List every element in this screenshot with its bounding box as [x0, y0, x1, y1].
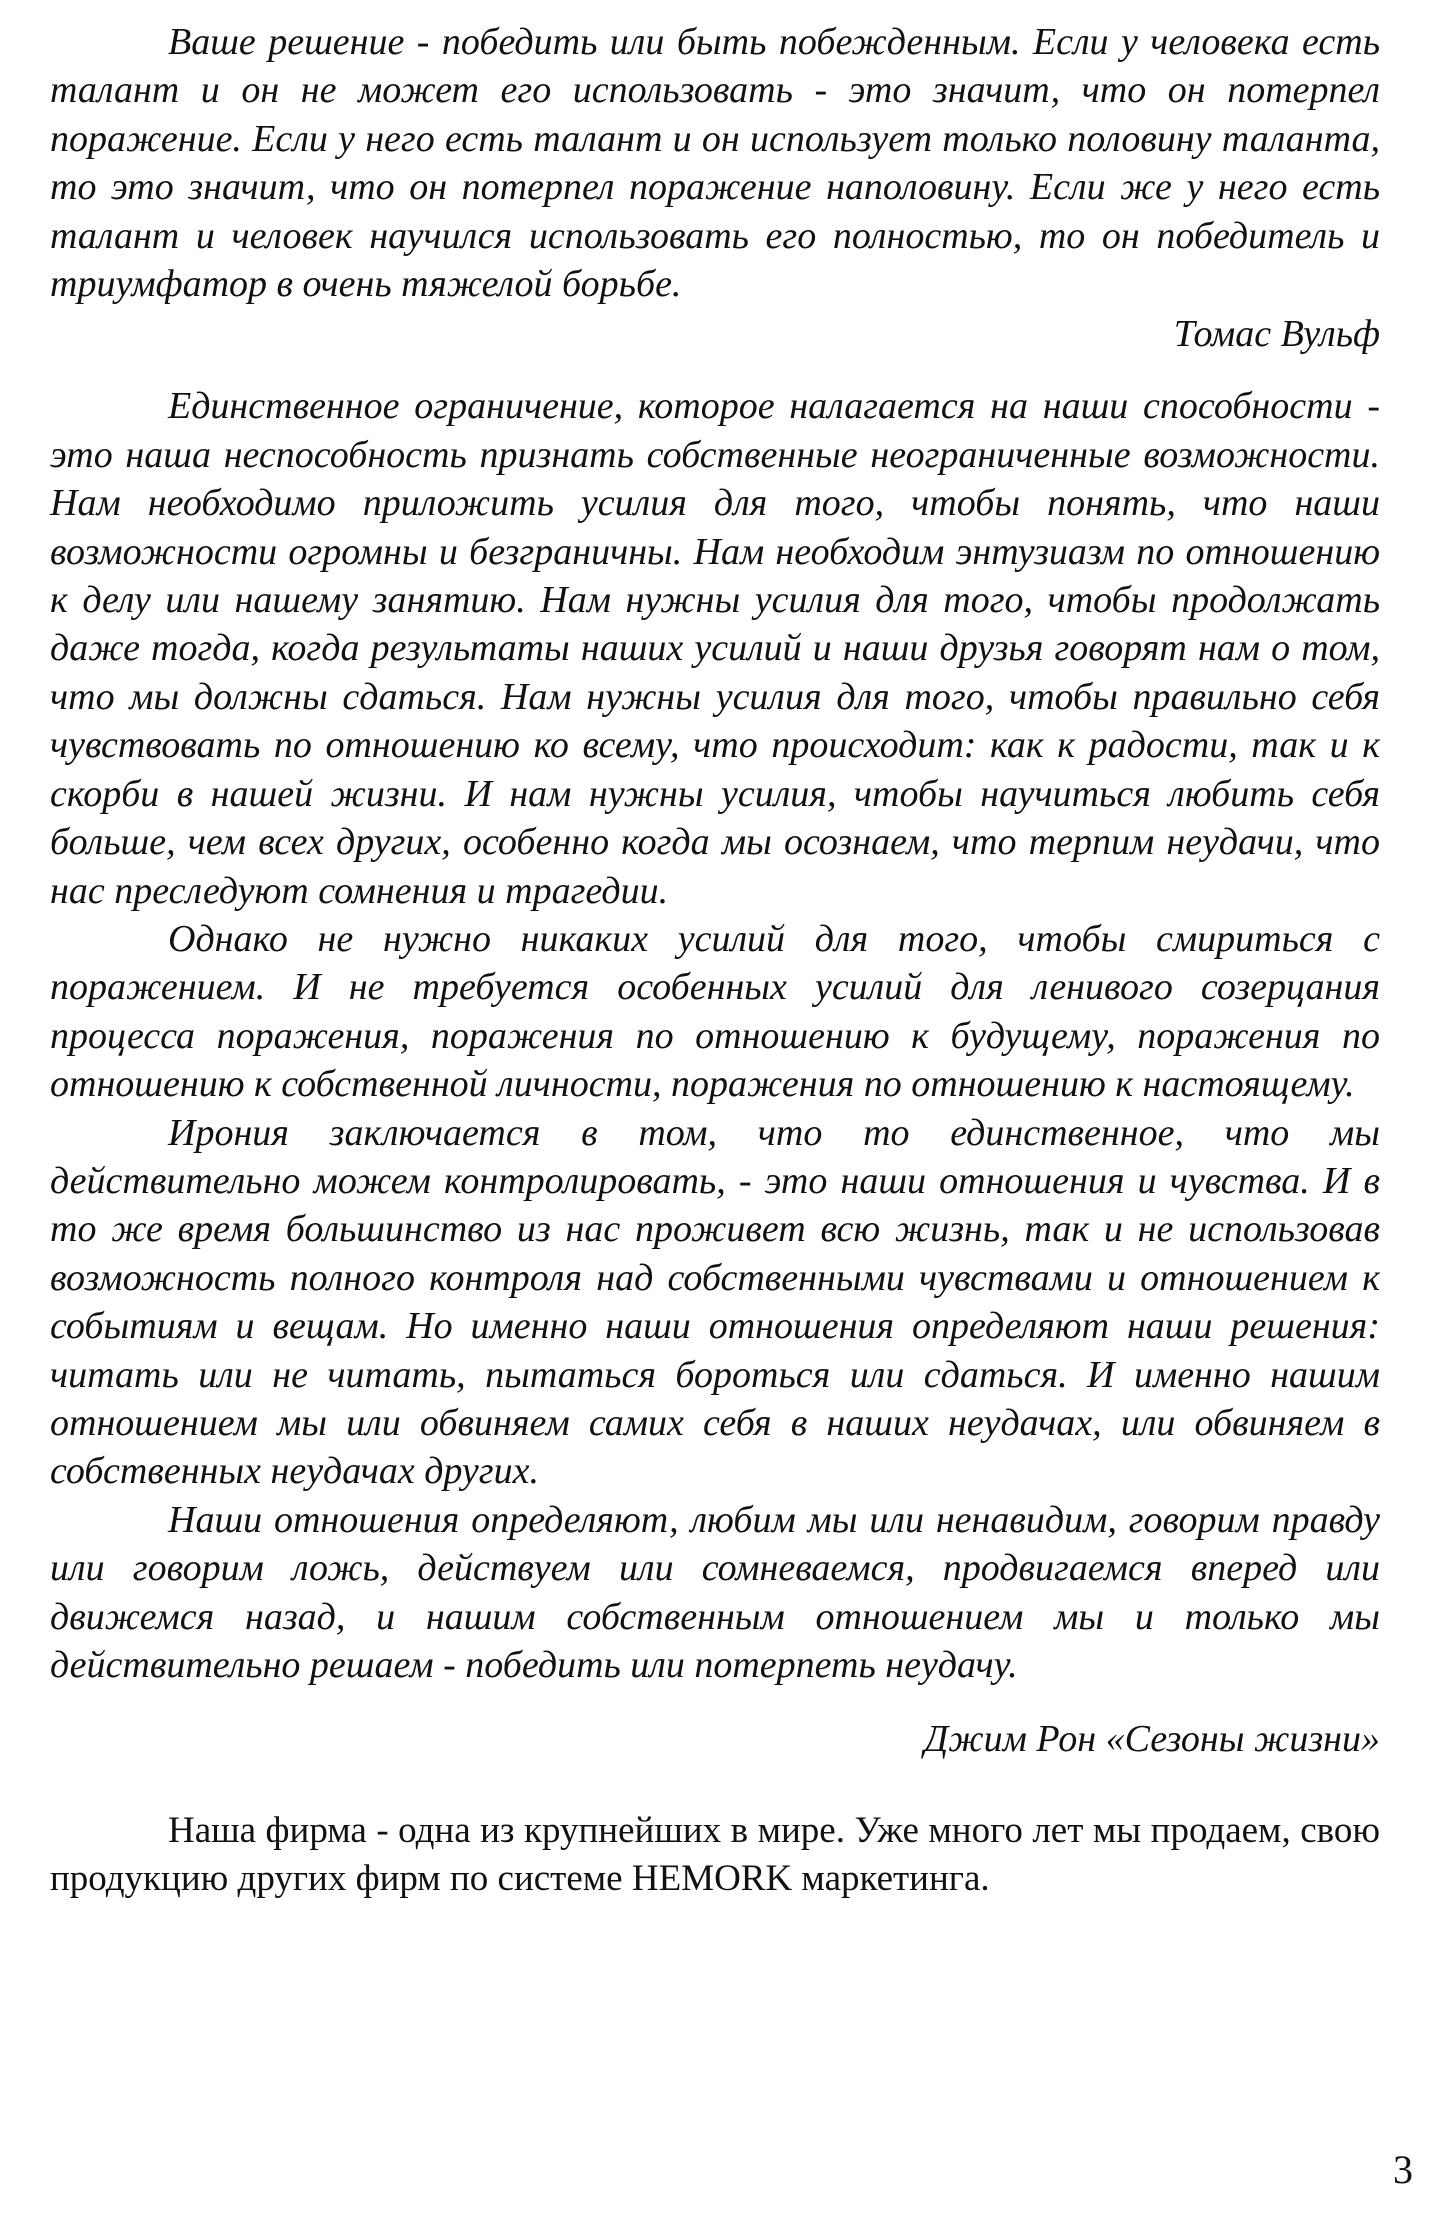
quote-paragraph: Однако не нужно никаких усилий для того, чтобы смириться с поражением. И не требуется особенных усилий для ленивого созерцания процесса поражения, поражения по отношению к будущему, поражения по отношению к собственной личности, поражения по отношению к настоящему. [50, 917, 1380, 1106]
quote-rohn [50, 382, 1380, 1689]
quote-wolfe [50, 18, 1380, 308]
page-number: 3 [1393, 2147, 1413, 2192]
body-paragraph: Наша фирма - одна из крупнейших в мире. Уже много лет мы продаем, свою продукцию других фирм по системе HEMORK маркетинга. [50, 1810, 1380, 1900]
quote-paragraph: Единственное ограничение, которое налагается на наши способности - это наша неспособность признать собственные неограниченные возможности. Нам необходимо приложить усилия для того, чтобы понять, что наши возможности огромны и безграничны. Нам необходим энтузиазм по отношению к делу или нашему занятию. Нам нужны усилия для того, чтобы продолжать даже тогда, когда результаты наших усилий и наши друзья говорят нам о том, что мы должны сдаться. Нам нужны усилия для того, чтобы правильно себя чувствовать по отношению ко всему, что происходит: как к радости, так и к скорби в нашей жизни. И нам нужны усилия, чтобы научиться любить себя больше, чем всех других, особенно когда мы осознаем, что терпим неудачи, что нас преследуют сомнения и трагедии. [50, 385, 1380, 912]
quote-paragraph: Ваше решение - победить или быть побежденным. Если у человека есть талант и он не может его использовать - это значит, что он потерпел поражение. Если у него есть талант и он использует только половину таланта, то это значит, что он потерпел поражение наполовину. Если же у него есть талант и человек научился использовать его полностью, то он победитель и триумфатор в очень тяжелой борьбе. [50, 21, 1380, 306]
quote-attribution-rohn: Джим Рон «Сезоны жизни» [924, 1718, 1380, 1761]
quote-attribution-wolfe: Томас Вульф [1173, 313, 1380, 356]
document-page [50, 18, 1380, 1903]
quote-paragraph: Наши отношения определяют, любим мы или ненавидим, говорим правду или говорим ложь, действуем или сомневаемся, продвигаемся вперед или движемся назад, и нашим собственным отношением мы и только мы действительно решаем - победить или потерпеть неудачу. [50, 1498, 1380, 1686]
body-section [50, 1807, 1380, 1903]
quote-paragraph: Ирония заключается в том, что то единственное, что мы действительно можем контролировать, - это наши отношения и чувства. И в то же время большинство из нас проживет всю жизнь, так и не использовав возможность полного контроля над собственными чувствами и отношением к событиям и вещам. Но именно наши отношения определяют наши решения: читать или не читать, пытаться бороться или сдаться. И именно нашим отношением мы или обвиняем самих себя в наших неудачах, или обвиняем в собственных неудачах других. [50, 1111, 1380, 1493]
